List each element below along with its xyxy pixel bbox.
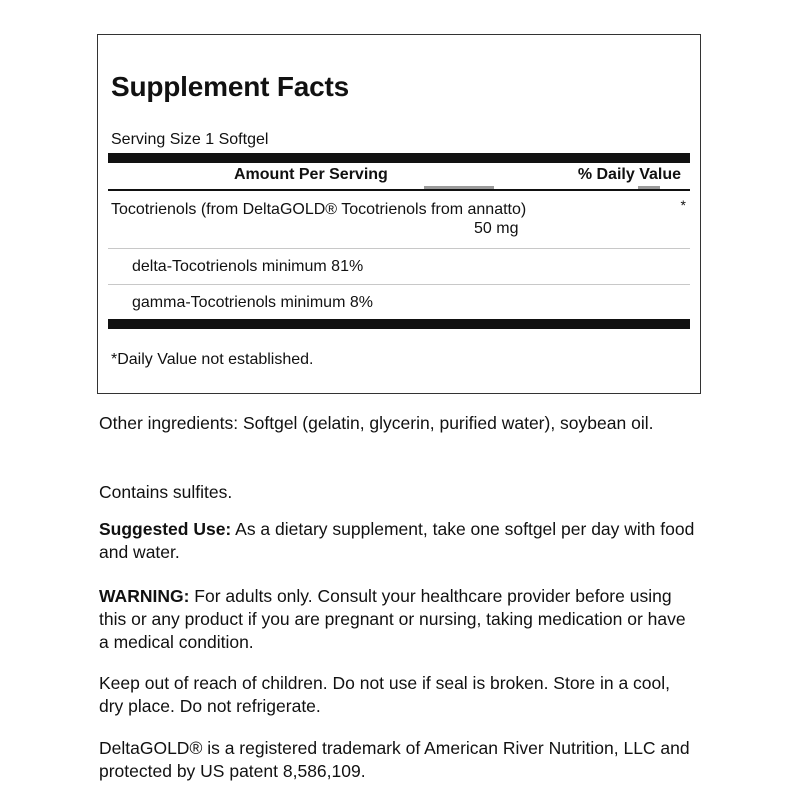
- header-underline-mark: [424, 186, 494, 189]
- bottom-divider-bar: [108, 319, 690, 329]
- other-ingredients-text: Other ingredients: Softgel (gelatin, glycerin, purified water), soybean oil.: [99, 413, 654, 433]
- nutrient-name: Tocotrienols (from DeltaGOLD® Tocotrienols from annatto): [111, 201, 527, 218]
- suggested-use-body: As a dietary supplement, take one softgel per day with food and water.: [99, 519, 695, 562]
- daily-value-header: % Daily Value: [577, 166, 681, 183]
- nutrient-row: [108, 193, 690, 249]
- supplement-facts-panel: [97, 34, 701, 394]
- facts-header-row: [108, 163, 690, 191]
- nutrient-amount: 50 mg: [474, 220, 519, 237]
- subnutrient-name: delta-Tocotrienols minimum 81%: [132, 258, 364, 275]
- amount-per-serving-header: Amount Per Serving: [234, 166, 388, 183]
- subnutrient-name: gamma-Tocotrienols minimum 8%: [132, 294, 373, 311]
- nutrient-subrow: [108, 285, 690, 321]
- top-divider-bar: [108, 153, 690, 163]
- facts-title: Supplement Facts: [111, 71, 349, 102]
- warning-label: WARNING:: [99, 586, 190, 606]
- suggested-use-label: Suggested Use:: [99, 519, 232, 539]
- warning-text: [99, 585, 699, 654]
- daily-value-footnote: *Daily Value not established.: [111, 351, 314, 368]
- sulfites-text: Contains sulfites.: [99, 482, 233, 502]
- serving-size: Serving Size 1 Softgel: [111, 131, 269, 148]
- warning-body: For adults only. Consult your healthcare provider before using this or any product if you are pregnant or nursing, taking medication or have a medical condition.: [99, 586, 686, 652]
- header-underline-mark: [638, 186, 660, 189]
- nutrient-subrow: [108, 249, 690, 285]
- nutrient-daily-value: *: [680, 197, 686, 213]
- suggested-use-text: [99, 518, 699, 564]
- storage-text: Keep out of reach of children. Do not use if seal is broken. Store in a cool, dry place. Do not refrigerate.: [99, 673, 671, 716]
- trademark-text: DeltaGOLD® is a registered trademark of American River Nutrition, LLC and protected by US patent 8,586,109.: [99, 738, 690, 781]
